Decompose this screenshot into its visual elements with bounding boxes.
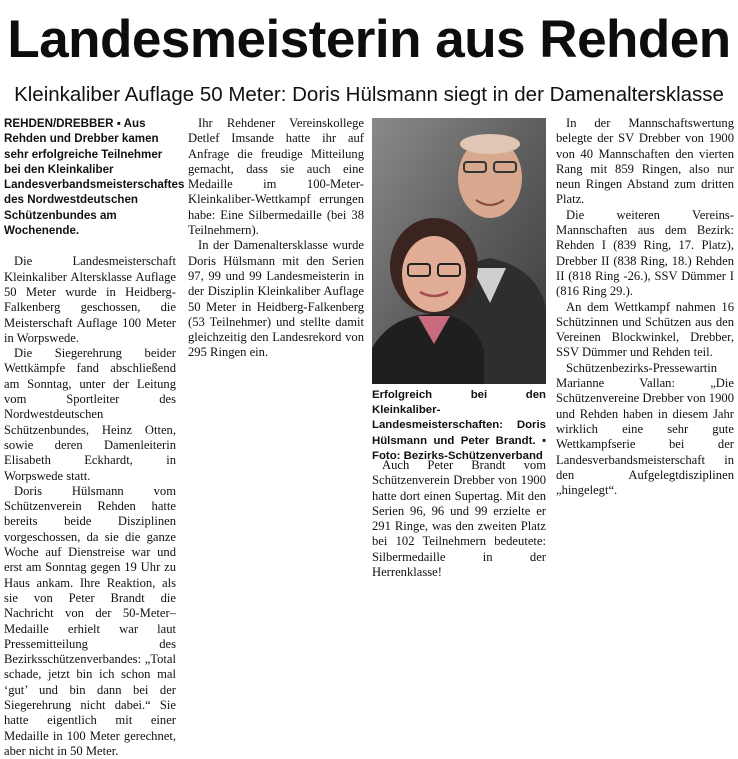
photo-caption: Erfolgreich bei den Kleinkaliber-Landesmeisterschaften: Doris Hülsmann und Peter Brandt. ▪ Foto: Bezirks-Schützenverband: [372, 389, 546, 462]
article-paragraph: Auch Peter Brandt vom Schützenverein Drebber von 1900 hatte dort einen Supertag. Mit den Serien 96, 96 und 99 erzielte er 291 Ringe, was den zweiten Platz bei 102 Teilnehmern bedeutete: Silbermedaille in der Herrenklasse!: [372, 458, 546, 580]
article-column-3: [372, 458, 546, 580]
article-paragraph: Die Landesmeisterschaft Kleinkaliber Altersklasse Auflage 50 Meter wurde in Heidberg-Falkenberg geschossen, die Meisterschaft Auflage 100 Meter in Worpswede.: [4, 254, 176, 345]
article-paragraph: In der Damenaltersklasse wurde Doris Hülsmann mit den Serien 97, 99 und 99 Landesmeisterin in der Disziplin Kleinkaliber Auflage 50 Meter in Heidberg-Falkenberg (53 Teilnehmer) und stellte damit gleichzeitig den Landesrekord von 295 Ringen ein.: [188, 238, 364, 360]
subheadline: Kleinkaliber Auflage 50 Meter: Doris Hülsmann siegt in der Damenaltersklasse: [14, 83, 724, 106]
dateline: REHDEN/DREBBER ▪: [4, 117, 121, 130]
article-paragraph: Doris Hülsmann vom Schützenverein Rehden hatte bereits beide Disziplinen vorgeschossen, da sie die ganze Woche auf Dienstreise war und erst am Sonntag gegen 19 Uhr zu Haus ankam. Ihre Reaktion, als sie von Peter Brandt die Nachricht von der 50-Meter–Medaille erhielt war laut Pressemitteilung des Bezirksschützenverbandes: „Total schade, jetzt bin ich schon mal ‘gut’ und bin dann bei der Siegerehrung nicht dabei.“ Sie hatte eigentlich mit einer Medaille in 100 Meter gerechnet, aber nicht in 50 Meter.: [4, 483, 176, 758]
headline: Landesmeisterin aus Rehden: [7, 10, 731, 69]
article-paragraph: Die weiteren Vereins-Mannschaften aus dem Bezirk: Rehden I (839 Ring, 17. Platz), Drebber II (838 Ring, 18.) Rehden II (818 Ring -26.), SSV Dümmer I (816 Ring 29.).: [556, 207, 734, 299]
photo-image: [372, 118, 546, 384]
article-paragraph: Die Siegerehrung beider Wettkämpfe fand abschließend am Sonntag, unter der Leitung vom Sportleiter des Nordwestdeutschen Schützenbundes, Heinz Otten, sowie deren Damenleiterin Elisabeth Eckhardt, in Worpswede statt.: [4, 346, 176, 483]
article-column-4: [556, 116, 734, 548]
article-paragraph: Ihr Rehdener Vereinskollege Detlef Imsande hatte ihr auf Anfrage die freudige Mitteilung gemacht, dass sie auch eine Medaille im 100-Meter-Kleinkaliber-Wettkampf errungen habe: Eine Silbermedaille (bei 38 Teilnehmern).: [188, 116, 364, 238]
article-paragraph: An dem Wettkampf nahmen 16 Schützinnen und Schützen aus den Vereinen Blockwinkel, Drebber, SSV Dümmer und Rehden teil.: [556, 299, 734, 360]
lead-text: Aus Rehden und Drebber kamen sehr erfolgreiche Teilnehmer bei den Kleinkaliber Landesverbandsmeisterschaftes des Nordwestdeutschen Schützenbundes am Wochenende.: [4, 117, 185, 238]
article-lead: [4, 116, 185, 238]
article-column-2: [188, 116, 364, 548]
article-paragraph: In der Mannschaftswertung belegte der SV Drebber von 1900 von 40 Mannschaften den vierten Rang mit 859 Ringen, also nur neun Ringen Abstand zum dritten Platz.: [556, 116, 734, 207]
article-column-1: [4, 116, 185, 758]
article-paragraph: Schützenbezirks-Pressewartin Marianne Vallan: „Die Schützenvereine Drebber von 1900 und Rehden haben in diesem Jahr wirklich eine sehr gute Wettkampfserie bei der Landesverbandsmeisterschaft in den Aufgelegtdisziplinen „hingelegt“.: [556, 360, 734, 498]
article-photo: [372, 118, 546, 384]
